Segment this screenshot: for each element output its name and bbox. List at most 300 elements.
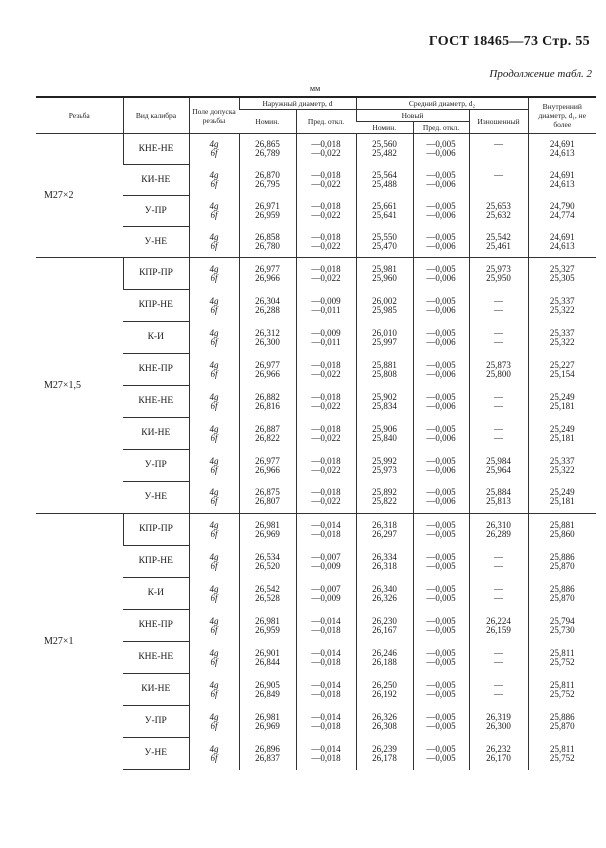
tolerance-field-value: 4g [209, 170, 219, 180]
outer-diameter-dev-value: —0,018 [311, 624, 341, 635]
mid-diameter-worn [469, 706, 528, 738]
inner-diameter [528, 196, 596, 227]
outer-diameter-dev-value: —0,018 [311, 201, 341, 211]
mid-diameter-nom-value: 26,334 [372, 551, 397, 562]
mid-diameter-dev [413, 482, 469, 514]
outer-diameter-nom-value: 26,858 [255, 231, 280, 242]
outer-diameter-nom-value: 26,789 [255, 148, 280, 159]
outer-diameter-nom [239, 165, 296, 196]
inner-diameter-value: 25,752 [549, 656, 575, 667]
mid-diameter-dev-value: —0,005 [426, 201, 456, 211]
mid-diameter-worn-value: 25,964 [486, 464, 511, 475]
gauge-type: КПР-НЕ [123, 290, 189, 322]
inner-diameter-value: 25,322 [549, 336, 575, 347]
mid-diameter-dev-value: —0,006 [426, 210, 456, 220]
inner-diameter-value: 24,691 [549, 139, 575, 150]
inner-diameter-value: 25,181 [549, 400, 575, 411]
outer-diameter-dev-value: —0,018 [311, 688, 341, 699]
outer-diameter-dev-value: —0,018 [311, 170, 341, 180]
mid-diameter-worn-value: 26,289 [486, 528, 511, 539]
inner-diameter-value: 24,613 [549, 148, 575, 159]
inner-diameter [528, 227, 596, 258]
outer-diameter-nom [239, 514, 296, 546]
mid-diameter-nom-value: 26,250 [372, 679, 397, 690]
tolerance-field [189, 514, 239, 546]
mid-diameter-dev [413, 354, 469, 386]
outer-diameter-nom [239, 642, 296, 674]
outer-diameter-dev-value: —0,022 [311, 368, 341, 379]
col-gauge: Вид калибра [123, 97, 189, 134]
inner-diameter-value: 25,305 [549, 272, 575, 283]
mid-diameter-dev-value: —0,006 [426, 240, 456, 251]
mid-diameter-nom [356, 642, 413, 674]
mid-diameter-dev-value: —0,006 [426, 336, 456, 347]
outer-diameter-nom [239, 450, 296, 482]
outer-diameter-nom-value: 26,865 [255, 139, 280, 150]
mid-diameter-worn [469, 578, 528, 610]
tolerance-field-value: 4g [209, 295, 219, 306]
gauge-type: У-ПР [123, 450, 189, 482]
tolerance-field [189, 642, 239, 674]
outer-diameter-dev-value: —0,022 [311, 272, 341, 283]
outer-diameter-dev-value: —0,018 [311, 752, 341, 763]
mid-diameter-worn-value: — [494, 304, 503, 315]
mid-diameter-worn-value: — [494, 432, 503, 443]
mid-diameter-nom-value: 25,550 [372, 231, 397, 242]
mid-diameter-nom-value: 26,318 [372, 560, 397, 571]
outer-diameter-nom-value: 26,304 [255, 295, 280, 306]
outer-diameter-dev-value: —0,011 [311, 336, 341, 347]
outer-diameter-dev-value: —0,014 [311, 647, 341, 658]
outer-diameter-dev [296, 706, 356, 738]
outer-diameter-nom-value: 26,807 [255, 496, 280, 507]
mid-diameter-worn-value [470, 149, 528, 158]
tolerance-field-value: 4g [209, 615, 219, 626]
mid-diameter-dev-value: —0,005 [426, 743, 456, 754]
tolerance-field-value: 4g [209, 487, 219, 498]
tolerance-field-value: 6f [210, 752, 218, 763]
outer-diameter-nom-value: 26,312 [255, 327, 280, 338]
outer-diameter-nom [239, 134, 296, 165]
tolerance-field-value: 4g [209, 647, 219, 658]
mid-diameter-dev [413, 165, 469, 196]
outer-diameter-nom [239, 290, 296, 322]
inner-diameter [528, 450, 596, 482]
mid-diameter-nom-value: 26,326 [372, 592, 397, 603]
outer-diameter-dev-value: —0,018 [311, 528, 341, 539]
mid-diameter-worn [469, 546, 528, 578]
outer-diameter-nom-value: 26,534 [255, 551, 280, 562]
mid-diameter-worn-value: 25,542 [486, 231, 511, 242]
outer-diameter-dev [296, 514, 356, 546]
mid-diameter-dev-value: —0,005 [426, 231, 456, 242]
outer-diameter-dev-value: —0,007 [311, 583, 341, 594]
tolerance-field-value: 4g [209, 263, 219, 274]
tolerance-field [189, 258, 239, 290]
mid-diameter-nom-value: 25,997 [372, 336, 397, 347]
outer-diameter-dev-value: —0,022 [311, 432, 341, 443]
outer-diameter-dev-value: —0,022 [311, 210, 341, 220]
mid-diameter-nom-value: 25,834 [372, 400, 397, 411]
mid-diameter-nom-value: 25,641 [372, 210, 397, 220]
outer-diameter-nom-value: 26,901 [255, 647, 280, 658]
mid-diameter-dev [413, 258, 469, 290]
tolerance-field-value: 4g [209, 231, 219, 242]
mid-diameter-dev [413, 546, 469, 578]
mid-diameter-worn-value [470, 180, 528, 189]
inner-diameter-value: 25,870 [549, 720, 575, 731]
outer-diameter-nom-value: 26,887 [255, 423, 280, 434]
mid-diameter-worn [469, 196, 528, 227]
mid-diameter-nom-value: 25,488 [372, 179, 397, 189]
mid-diameter-dev-value: —0,005 [426, 583, 456, 594]
mid-diameter-worn [469, 258, 528, 290]
outer-diameter-nom-value: 26,959 [255, 210, 280, 220]
outer-diameter-dev-value: —0,018 [311, 656, 341, 667]
mid-diameter-worn-value: — [494, 647, 503, 658]
mid-diameter-worn [469, 514, 528, 546]
inner-diameter-value: 25,249 [549, 391, 575, 402]
mid-diameter-dev-value: —0,005 [426, 752, 456, 763]
mid-diameter-worn [469, 482, 528, 514]
outer-diameter-nom [239, 354, 296, 386]
mid-diameter-nom [356, 227, 413, 258]
mid-diameter-nom-value: 26,340 [372, 583, 397, 594]
outer-diameter-dev-value: —0,011 [311, 304, 341, 315]
gauge-type: КИ-НЕ [123, 674, 189, 706]
inner-diameter-value: 25,811 [550, 679, 575, 690]
mid-diameter-dev-value: —0,006 [426, 148, 456, 159]
tolerance-field-value: 4g [209, 359, 219, 370]
col-mid-worn: Изношенный [469, 110, 528, 134]
outer-diameter-dev-value: —0,014 [311, 519, 341, 530]
mid-diameter-nom-value: 25,973 [372, 464, 397, 475]
outer-diameter-nom-value: 26,981 [255, 711, 280, 722]
page-header: ГОСТ 18465—73 Стр. 55 [428, 34, 590, 49]
mid-diameter-worn [469, 227, 528, 258]
outer-diameter-nom [239, 322, 296, 354]
mid-diameter-nom [356, 482, 413, 514]
gauge-type: У-НЕ [123, 227, 189, 258]
mid-diameter-dev-value: —0,006 [426, 179, 456, 189]
mid-diameter-nom-value: 25,981 [372, 263, 397, 274]
tolerance-field [189, 290, 239, 322]
inner-diameter [528, 418, 596, 450]
outer-diameter-nom-value: 26,849 [255, 688, 280, 699]
mid-diameter-dev-value: —0,005 [426, 688, 456, 699]
mid-diameter-dev-value: —0,006 [426, 400, 456, 411]
mid-diameter-worn-value: — [494, 170, 503, 180]
outer-diameter-dev-value: —0,009 [311, 560, 341, 571]
mid-diameter-nom-value: 26,326 [372, 711, 397, 722]
mid-diameter-worn-value: 25,800 [486, 368, 511, 379]
col-mid-nom: Номин. [356, 122, 413, 134]
mid-diameter-worn [469, 610, 528, 642]
inner-diameter-value: 25,886 [549, 583, 575, 594]
mid-diameter-worn-value: — [494, 560, 503, 571]
mid-diameter-dev-value: —0,005 [426, 327, 456, 338]
outer-diameter-nom [239, 196, 296, 227]
outer-diameter-dev-value: —0,018 [311, 455, 341, 466]
mid-diameter-nom-value: 26,308 [372, 720, 397, 731]
outer-diameter-dev [296, 227, 356, 258]
table-continuation-label: Продолжение табл. 2 [489, 68, 592, 80]
mid-diameter-worn-value: 25,813 [486, 496, 511, 507]
mid-diameter-nom [356, 450, 413, 482]
outer-diameter-nom [239, 227, 296, 258]
inner-diameter [528, 674, 596, 706]
inner-diameter [528, 610, 596, 642]
mid-diameter-dev [413, 290, 469, 322]
mid-diameter-nom-value: 25,560 [372, 139, 397, 150]
inner-diameter-value: 25,752 [549, 688, 575, 699]
inner-diameter-value: 25,886 [549, 551, 575, 562]
mid-diameter-nom-value: 26,178 [372, 752, 397, 763]
outer-diameter-dev-value: —0,014 [311, 615, 341, 626]
inner-diameter-value: 25,337 [549, 327, 575, 338]
mid-diameter-dev-value: —0,006 [426, 464, 456, 475]
inner-diameter-value: 25,870 [549, 560, 575, 571]
mid-diameter-worn-value: — [494, 656, 503, 667]
tolerance-field-value: 6f [210, 336, 218, 347]
inner-diameter-value: 24,613 [549, 179, 575, 189]
tolerance-field [189, 227, 239, 258]
outer-diameter-nom-value: 26,288 [255, 304, 280, 315]
outer-diameter-dev-value: —0,018 [311, 139, 341, 150]
mid-diameter-worn-value: — [494, 400, 503, 411]
mid-diameter-nom-value: 25,840 [372, 432, 397, 443]
tolerance-field-value: 6f [210, 592, 218, 603]
mid-diameter-worn [469, 165, 528, 196]
mid-diameter-worn [469, 322, 528, 354]
mid-diameter-nom [356, 134, 413, 165]
inner-diameter-value: 24,774 [549, 210, 575, 220]
mid-diameter-nom-value: 25,892 [372, 487, 397, 498]
mid-diameter-worn [469, 642, 528, 674]
tolerance-field-value: 4g [209, 711, 219, 722]
outer-diameter-dev [296, 134, 356, 165]
outer-diameter-dev-value: —0,018 [311, 720, 341, 731]
outer-diameter-dev-value: —0,022 [311, 464, 341, 475]
mid-diameter-nom-value: 25,902 [372, 391, 397, 402]
inner-diameter [528, 386, 596, 418]
outer-diameter-dev [296, 165, 356, 196]
outer-diameter-dev [296, 642, 356, 674]
mid-diameter-nom [356, 354, 413, 386]
outer-diameter-nom [239, 386, 296, 418]
inner-diameter-value: 25,730 [549, 624, 575, 635]
mid-diameter-nom [356, 514, 413, 546]
gauge-type: У-ПР [123, 706, 189, 738]
tolerance-field-value: 6f [210, 560, 218, 571]
outer-diameter-dev-value: —0,022 [311, 148, 341, 159]
inner-diameter [528, 578, 596, 610]
mid-diameter-dev [413, 134, 469, 165]
outer-diameter-dev-value: —0,018 [311, 231, 341, 242]
mid-diameter-nom-value: 26,230 [372, 615, 397, 626]
mid-diameter-nom-value: 26,010 [372, 327, 397, 338]
gauge-type: КИ-НЕ [123, 418, 189, 450]
mid-diameter-nom [356, 258, 413, 290]
thread-size: М27×1,5 [36, 258, 123, 514]
mid-diameter-nom-value: 26,167 [372, 624, 397, 635]
outer-diameter-dev-value: —0,014 [311, 679, 341, 690]
inner-diameter [528, 134, 596, 165]
outer-diameter-nom [239, 546, 296, 578]
col-thread: Резьба [36, 97, 123, 134]
outer-diameter-nom-value: 26,528 [255, 592, 280, 603]
mid-diameter-dev [413, 418, 469, 450]
mid-diameter-worn-value: — [494, 551, 503, 562]
thread-size: М27×2 [36, 134, 123, 258]
outer-diameter-nom-value: 26,977 [255, 455, 280, 466]
inner-diameter-value: 24,691 [549, 170, 575, 180]
mid-diameter-nom [356, 290, 413, 322]
mid-diameter-worn-value: 25,653 [486, 201, 511, 211]
mid-diameter-worn-value: — [494, 327, 503, 338]
tolerance-field-value: 6f [210, 272, 218, 283]
outer-diameter-nom-value: 26,837 [255, 752, 280, 763]
outer-diameter-dev-value: —0,014 [311, 711, 341, 722]
mid-diameter-dev-value: —0,006 [426, 368, 456, 379]
tolerance-field [189, 196, 239, 227]
tolerance-field-value: 6f [210, 720, 218, 731]
mid-diameter-nom [356, 674, 413, 706]
mid-diameter-dev [413, 610, 469, 642]
inner-diameter [528, 546, 596, 578]
col-outer-dev: Пред. откл. [296, 110, 356, 134]
mid-diameter-nom-value: 25,960 [372, 272, 397, 283]
mid-diameter-nom-value: 26,297 [372, 528, 397, 539]
gauge-type: У-НЕ [123, 482, 189, 514]
outer-diameter-nom-value: 26,875 [255, 487, 280, 498]
mid-diameter-dev-value: —0,005 [426, 592, 456, 603]
gauge-type: КНЕ-ПР [123, 354, 189, 386]
tolerance-field-value: 4g [209, 519, 219, 530]
col-mid-dev: Пред. откл. [413, 122, 469, 134]
mid-diameter-worn-value: 25,461 [486, 240, 511, 251]
mid-diameter-worn-value: — [494, 336, 503, 347]
mid-diameter-nom [356, 610, 413, 642]
inner-diameter [528, 642, 596, 674]
outer-diameter-dev-value: —0,018 [311, 487, 341, 498]
mid-diameter-worn-value: — [494, 679, 503, 690]
mid-diameter-nom-value: 26,002 [372, 295, 397, 306]
inner-diameter-value: 25,327 [549, 263, 575, 274]
gauge-type: КИ-НЕ [123, 165, 189, 196]
outer-diameter-dev-value: —0,018 [311, 359, 341, 370]
mid-diameter-worn-value: 25,884 [486, 487, 511, 498]
inner-diameter-value: 25,860 [549, 528, 575, 539]
mid-diameter-dev-value: —0,005 [426, 170, 456, 180]
outer-diameter-nom-value: 26,870 [255, 170, 280, 180]
mid-diameter-dev [413, 706, 469, 738]
mid-diameter-worn-value: 25,984 [486, 455, 511, 466]
mid-diameter-dev-value: —0,006 [426, 432, 456, 443]
outer-diameter-dev-value: —0,022 [311, 400, 341, 411]
mid-diameter-worn-value: 26,310 [486, 519, 511, 530]
tolerance-field-value: 6f [210, 148, 218, 159]
inner-diameter-value: 24,691 [549, 231, 575, 242]
outer-diameter-dev [296, 322, 356, 354]
tolerance-field-value: 4g [209, 391, 219, 402]
outer-diameter-dev-value: —0,009 [311, 327, 341, 338]
mid-diameter-dev-value: —0,005 [426, 647, 456, 658]
inner-diameter-value: 25,154 [549, 368, 575, 379]
outer-diameter-dev [296, 354, 356, 386]
mid-diameter-worn-value: 25,973 [486, 263, 511, 274]
mid-diameter-worn-value: 26,224 [486, 615, 511, 626]
mid-diameter-worn [469, 674, 528, 706]
gauge-type: К-И [123, 322, 189, 354]
mid-diameter-dev-value: —0,005 [426, 656, 456, 667]
tolerance-field [189, 578, 239, 610]
outer-diameter-nom-value: 26,966 [255, 272, 280, 283]
inner-diameter-value: 25,249 [549, 423, 575, 434]
tolerance-field-value: 6f [210, 464, 218, 475]
mid-diameter-nom [356, 706, 413, 738]
outer-diameter-dev [296, 546, 356, 578]
tolerance-field [189, 354, 239, 386]
mid-diameter-dev-value: —0,006 [426, 272, 456, 283]
outer-diameter-dev [296, 674, 356, 706]
mid-diameter-dev-value: —0,006 [426, 496, 456, 507]
mid-diameter-nom-value: 26,188 [372, 656, 397, 667]
outer-diameter-nom-value: 26,959 [255, 624, 280, 635]
tolerance-field [189, 418, 239, 450]
mid-diameter-nom [356, 546, 413, 578]
table-row [36, 134, 596, 165]
mid-diameter-dev-value: —0,005 [426, 359, 456, 370]
outer-diameter-dev [296, 258, 356, 290]
mid-diameter-dev-value: —0,005 [426, 624, 456, 635]
mid-diameter-nom [356, 418, 413, 450]
mid-diameter-nom-value: 25,808 [372, 368, 397, 379]
col-outer-diameter: Наружный диаметр, d [239, 97, 356, 110]
inner-diameter-value: 25,886 [549, 711, 575, 722]
inner-diameter-value: 25,227 [549, 359, 575, 370]
mid-diameter-nom-value: 26,192 [372, 688, 397, 699]
mid-diameter-dev [413, 322, 469, 354]
col-mid-new: Новый [356, 110, 469, 122]
outer-diameter-nom [239, 482, 296, 514]
outer-diameter-nom-value: 26,971 [255, 201, 280, 211]
inner-diameter-value: 25,181 [549, 496, 575, 507]
inner-diameter [528, 514, 596, 546]
mid-diameter-nom [356, 196, 413, 227]
outer-diameter-nom-value: 26,981 [255, 519, 280, 530]
mid-diameter-dev-value: —0,005 [426, 295, 456, 306]
outer-diameter-nom-value: 26,844 [255, 656, 280, 667]
outer-diameter-dev [296, 578, 356, 610]
mid-diameter-dev-value: —0,005 [426, 455, 456, 466]
table-row [36, 258, 596, 290]
outer-diameter-dev-value: —0,007 [311, 551, 341, 562]
mid-diameter-nom [356, 165, 413, 196]
outer-diameter-dev-value: —0,009 [311, 295, 341, 306]
gauge-type: КНЕ-НЕ [123, 386, 189, 418]
outer-diameter-nom [239, 418, 296, 450]
inner-diameter [528, 322, 596, 354]
outer-diameter-dev-value: —0,018 [311, 391, 341, 402]
col-tolerance: Поле допуска резьбы [189, 97, 239, 134]
outer-diameter-nom-value: 26,905 [255, 679, 280, 690]
tolerance-field [189, 482, 239, 514]
mid-diameter-worn-value: — [494, 688, 503, 699]
mid-diameter-worn [469, 418, 528, 450]
mid-diameter-nom-value: 25,992 [372, 455, 397, 466]
mid-diameter-worn-value: — [494, 139, 503, 150]
